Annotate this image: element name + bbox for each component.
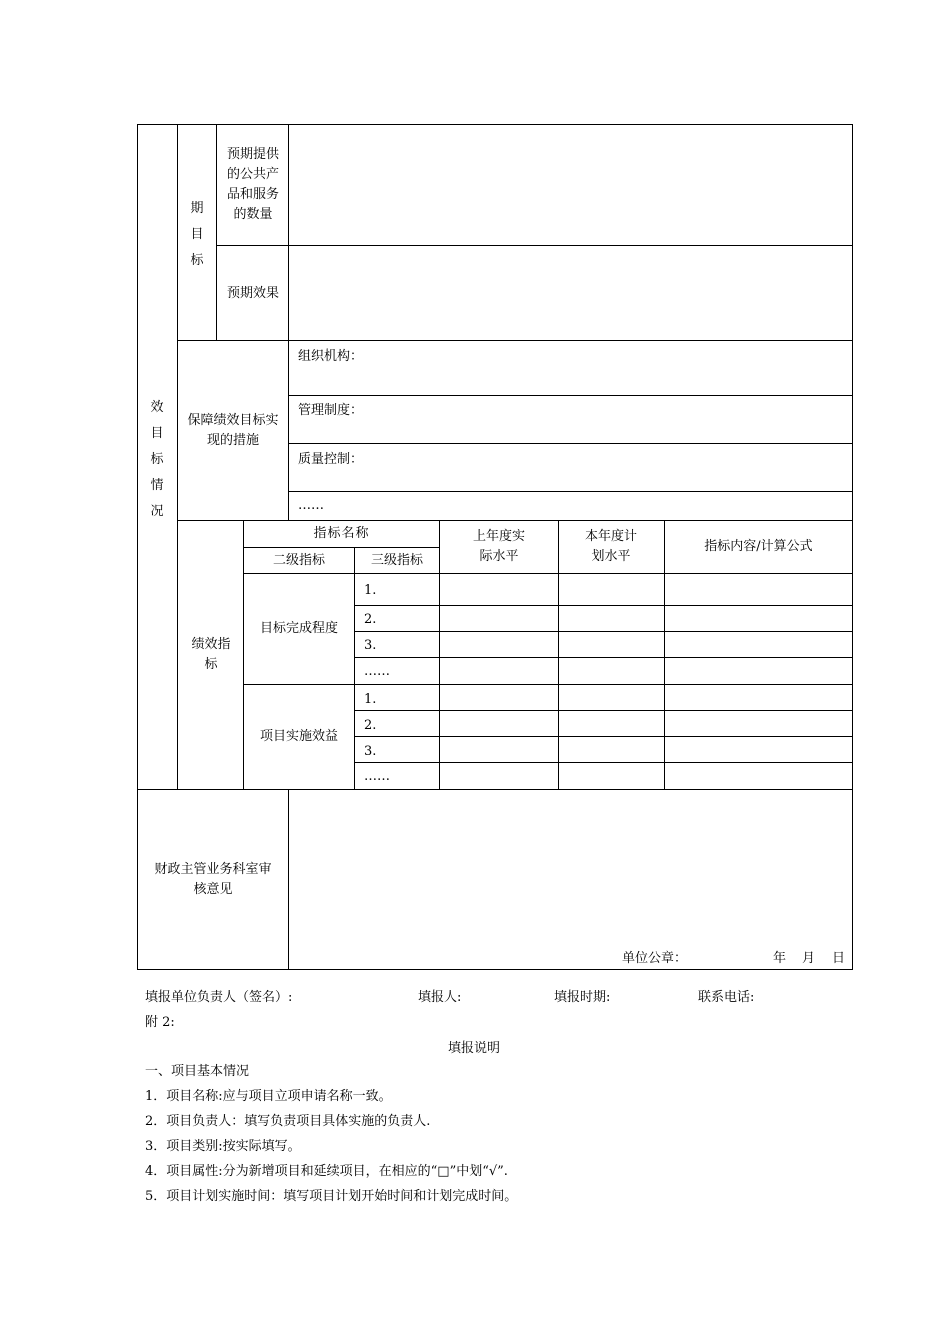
guarantee-label: 保障绩效目标实现的措施 xyxy=(187,412,279,448)
header-last-year: 上年度实际水平 xyxy=(472,529,525,564)
expected-quantity-label: 预期提供的公共产品和服务的数量 xyxy=(226,147,279,222)
outer-label-a-char: 目 xyxy=(150,426,164,441)
outer-label-a-char: 效 xyxy=(150,400,164,415)
outer-label-a-char: 况 xyxy=(150,504,164,519)
filler-label: 填报人: xyxy=(418,990,462,1005)
instruction-item: 1．项目名称:应与项目立项申请名称一致。 xyxy=(145,1089,392,1104)
header-indicator-name: 指标名称 xyxy=(313,526,370,541)
appendix-label: 附 2: xyxy=(145,1015,175,1030)
guarantee-quality: 质量控制： xyxy=(298,452,364,467)
guarantee-org: 组织机构： xyxy=(298,349,364,364)
outer-label-a-char: 情 xyxy=(150,478,164,493)
section-title: 一、项目基本情况 xyxy=(145,1064,250,1079)
phone-label: 联系电话: xyxy=(698,990,755,1005)
instructions-title: 填报说明 xyxy=(448,1041,501,1056)
guarantee-rules: 管理制度： xyxy=(298,403,364,418)
group2-item-more: …… xyxy=(364,769,390,784)
signer-label: 填报单位负责人（签名）: xyxy=(145,990,293,1005)
date-year: 年 xyxy=(773,951,787,966)
group2-item-1: 1. xyxy=(364,692,377,707)
instruction-item: 5．项目计划实施时间：填写项目计划开始时间和计划完成时间。 xyxy=(145,1189,518,1204)
review-opinion-label: 财政主管业务科室审核意见 xyxy=(154,861,272,897)
outer-label-b-char: 标 xyxy=(190,253,204,268)
outer-label-b-char: 目 xyxy=(190,227,204,242)
date-day: 日 xyxy=(832,951,846,966)
outer-label-a xyxy=(147,395,167,525)
group1-item-3: 3. xyxy=(364,638,377,653)
date-month: 月 xyxy=(802,951,816,966)
instruction-item: 3．项目类别:按实际填写。 xyxy=(145,1139,301,1154)
group2-item-3: 3. xyxy=(364,744,377,759)
instruction-item: 2．项目负责人：填写负责项目具体实施的负责人. xyxy=(145,1114,431,1129)
outer-label-b xyxy=(187,196,207,274)
guarantee-more: …… xyxy=(298,498,324,513)
group1-item-more: …… xyxy=(364,664,390,679)
header-this-year: 本年度计划水平 xyxy=(584,529,637,564)
outer-label-b-char: 期 xyxy=(190,201,204,216)
group2-item-2: 2. xyxy=(364,718,377,733)
fill-date-label: 填报时期: xyxy=(554,990,611,1005)
outer-label-a-char: 标 xyxy=(150,452,164,467)
group1-item-1: 1. xyxy=(364,583,377,598)
perf-indicator-label: 绩效指标 xyxy=(191,636,231,672)
unit-stamp-label: 单位公章： xyxy=(622,951,688,966)
group1-item-2: 2. xyxy=(364,612,377,627)
group-target-completion: 目标完成程度 xyxy=(259,621,338,636)
header-content-formula: 指标内容/计算公式 xyxy=(704,539,813,554)
expected-effect-label: 预期效果 xyxy=(226,286,279,301)
group-implementation-benefit: 项目实施效益 xyxy=(259,729,338,744)
header-second-level: 二级指标 xyxy=(272,552,325,568)
header-third-level: 三级指标 xyxy=(370,552,423,568)
instruction-item: 4．项目属性:分为新增项目和延续项目，在相应的“□”中划“√”. xyxy=(145,1164,508,1179)
